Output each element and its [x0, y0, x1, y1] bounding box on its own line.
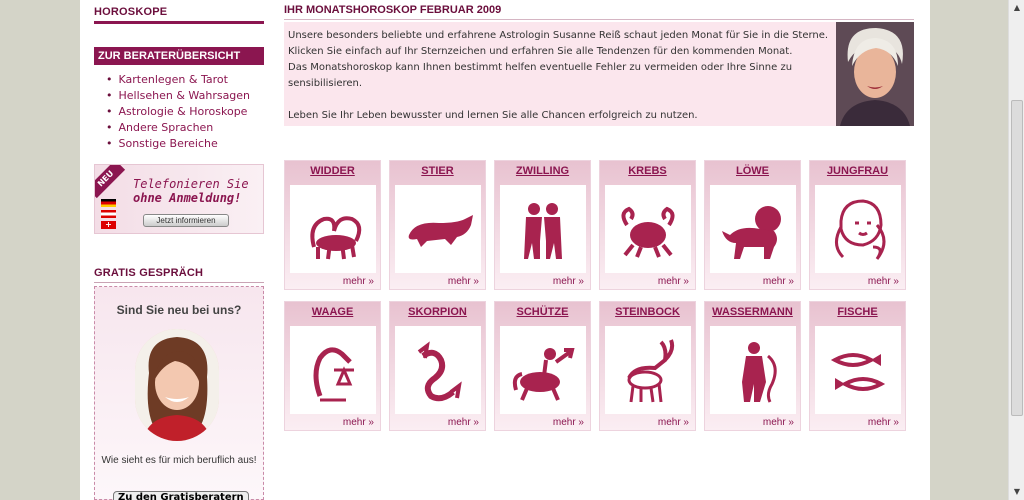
- intro-line-2: Klicken Sie einfach auf Ihr Sternzeichen und erfahren Sie alle Tendenzen für den kommenden Monat.: [288, 46, 793, 57]
- sagittarius-icon[interactable]: [500, 326, 586, 414]
- leo-icon[interactable]: [710, 185, 796, 273]
- consultant-avatar: [135, 329, 219, 441]
- gratis-berater-button[interactable]: Zu den Gratisberatern: [113, 491, 249, 500]
- scroll-down-icon[interactable]: ▼: [1013, 487, 1021, 496]
- zodiac-tile-5[interactable]: [704, 160, 801, 290]
- zodiac-name-link[interactable]: STEINBOCK: [615, 306, 680, 318]
- astrologer-portrait: [836, 22, 914, 126]
- zodiac-name-link[interactable]: JUNGFRAU: [826, 165, 889, 177]
- intro-box: [284, 22, 914, 126]
- intro-line-3: Das Monatshoroskop kann Ihnen bestimmt helfen eventuelle Fehler zu vermeiden oder Ihre Sinne zu sensibilisieren.: [288, 62, 793, 89]
- mehr-link[interactable]: mehr »: [657, 276, 689, 287]
- sidebar-link-list: [106, 72, 250, 152]
- neu-badge: NEU: [94, 164, 125, 198]
- zodiac-name-link[interactable]: WAAGE: [311, 306, 354, 318]
- zodiac-tile-9[interactable]: [494, 301, 591, 431]
- sidebar-link-kartenlegen[interactable]: • Kartenlegen & Tarot: [106, 72, 250, 88]
- zodiac-tile-7[interactable]: [284, 301, 381, 431]
- sidebar-link-astrologie[interactable]: • Astrologie & Horoskope: [106, 104, 250, 120]
- mehr-link[interactable]: mehr »: [867, 276, 899, 287]
- gratis-question: Sind Sie neu bei uns?: [116, 303, 242, 317]
- switzerland-flag-icon: +: [101, 221, 116, 229]
- zodiac-tile-4[interactable]: [599, 160, 696, 290]
- zodiac-name-link[interactable]: WIDDER: [310, 165, 355, 177]
- aries-icon[interactable]: [290, 185, 376, 273]
- zodiac-name-link[interactable]: LÖWE: [736, 165, 769, 177]
- zodiac-name-link[interactable]: WASSERMANN: [712, 306, 793, 318]
- intro-line-4: Leben Sie Ihr Leben bewusster und lernen Sie alle Chancen erfolgreich zu nutzen.: [288, 110, 698, 121]
- mehr-link[interactable]: mehr »: [657, 417, 689, 428]
- scrollbar-thumb[interactable]: [1011, 100, 1023, 416]
- intro-text: [288, 28, 830, 124]
- gratis-heading: GRATIS GESPRÄCH: [94, 267, 264, 283]
- zodiac-tile-6[interactable]: [809, 160, 906, 290]
- aquarius-icon[interactable]: [710, 326, 796, 414]
- scorpio-icon[interactable]: [395, 326, 481, 414]
- sidebar-link-hellsehen[interactable]: • Hellsehen & Wahrsagen: [106, 88, 250, 104]
- sidebar-link-sonstige[interactable]: • Sonstige Bereiche: [106, 136, 250, 152]
- cancer-icon[interactable]: [605, 185, 691, 273]
- mehr-link[interactable]: mehr »: [762, 417, 794, 428]
- jetzt-informieren-button[interactable]: Jetzt informieren: [143, 214, 229, 227]
- zodiac-name-link[interactable]: KREBS: [628, 165, 667, 177]
- mehr-link[interactable]: mehr »: [342, 276, 374, 287]
- mehr-link[interactable]: mehr »: [762, 276, 794, 287]
- zodiac-tile-2[interactable]: [389, 160, 486, 290]
- intro-line-1: Unsere besonders beliebte und erfahrene Astrologin Susanne Reiß schaut jeden Monat für Sie in die Sterne.: [288, 30, 829, 41]
- mehr-link[interactable]: mehr »: [342, 417, 374, 428]
- virgo-icon[interactable]: [815, 185, 901, 273]
- zodiac-tile-12[interactable]: [809, 301, 906, 431]
- berater-overview-link[interactable]: ZUR BERATERÜBERSICHT: [94, 47, 264, 65]
- telefonieren-banner[interactable]: [94, 164, 264, 234]
- gratis-box: [94, 286, 264, 500]
- vertical-scrollbar[interactable]: [1008, 0, 1024, 500]
- germany-flag-icon: [101, 199, 116, 207]
- page-title: IHR MONATSHOROSKOP FEBRUAR 2009: [284, 4, 914, 20]
- zodiac-tile-11[interactable]: [704, 301, 801, 431]
- taurus-icon[interactable]: [395, 185, 481, 273]
- mehr-link[interactable]: mehr »: [447, 417, 479, 428]
- scroll-up-icon[interactable]: ▲: [1013, 3, 1021, 12]
- banner-line-1: Telefonieren Sie: [133, 177, 249, 191]
- page: [80, 0, 930, 500]
- zodiac-tile-1[interactable]: [284, 160, 381, 290]
- gemini-icon[interactable]: [500, 185, 586, 273]
- pisces-icon[interactable]: [815, 326, 901, 414]
- zodiac-tile-10[interactable]: [599, 301, 696, 431]
- mehr-link[interactable]: mehr »: [447, 276, 479, 287]
- zodiac-name-link[interactable]: STIER: [421, 165, 454, 177]
- mehr-link[interactable]: mehr »: [552, 417, 584, 428]
- gratis-caption: Wie sieht es für mich beruflich aus!: [101, 455, 257, 466]
- horoskope-heading: HOROSKOPE: [94, 6, 264, 24]
- capricorn-icon[interactable]: [605, 326, 691, 414]
- zodiac-tile-3[interactable]: [494, 160, 591, 290]
- libra-icon[interactable]: [290, 326, 376, 414]
- sidebar-link-sprachen[interactable]: • Andere Sprachen: [106, 120, 250, 136]
- zodiac-name-link[interactable]: ZWILLING: [515, 165, 570, 177]
- banner-line-2: ohne Anmeldung!: [133, 191, 242, 205]
- zodiac-name-link[interactable]: FISCHE: [837, 306, 878, 318]
- mehr-link[interactable]: mehr »: [867, 417, 899, 428]
- mehr-link[interactable]: mehr »: [552, 276, 584, 287]
- zodiac-tile-8[interactable]: [389, 301, 486, 431]
- zodiac-name-link[interactable]: SKORPION: [408, 306, 467, 318]
- austria-flag-icon: [101, 210, 116, 218]
- zodiac-name-link[interactable]: SCHÜTZE: [516, 306, 569, 318]
